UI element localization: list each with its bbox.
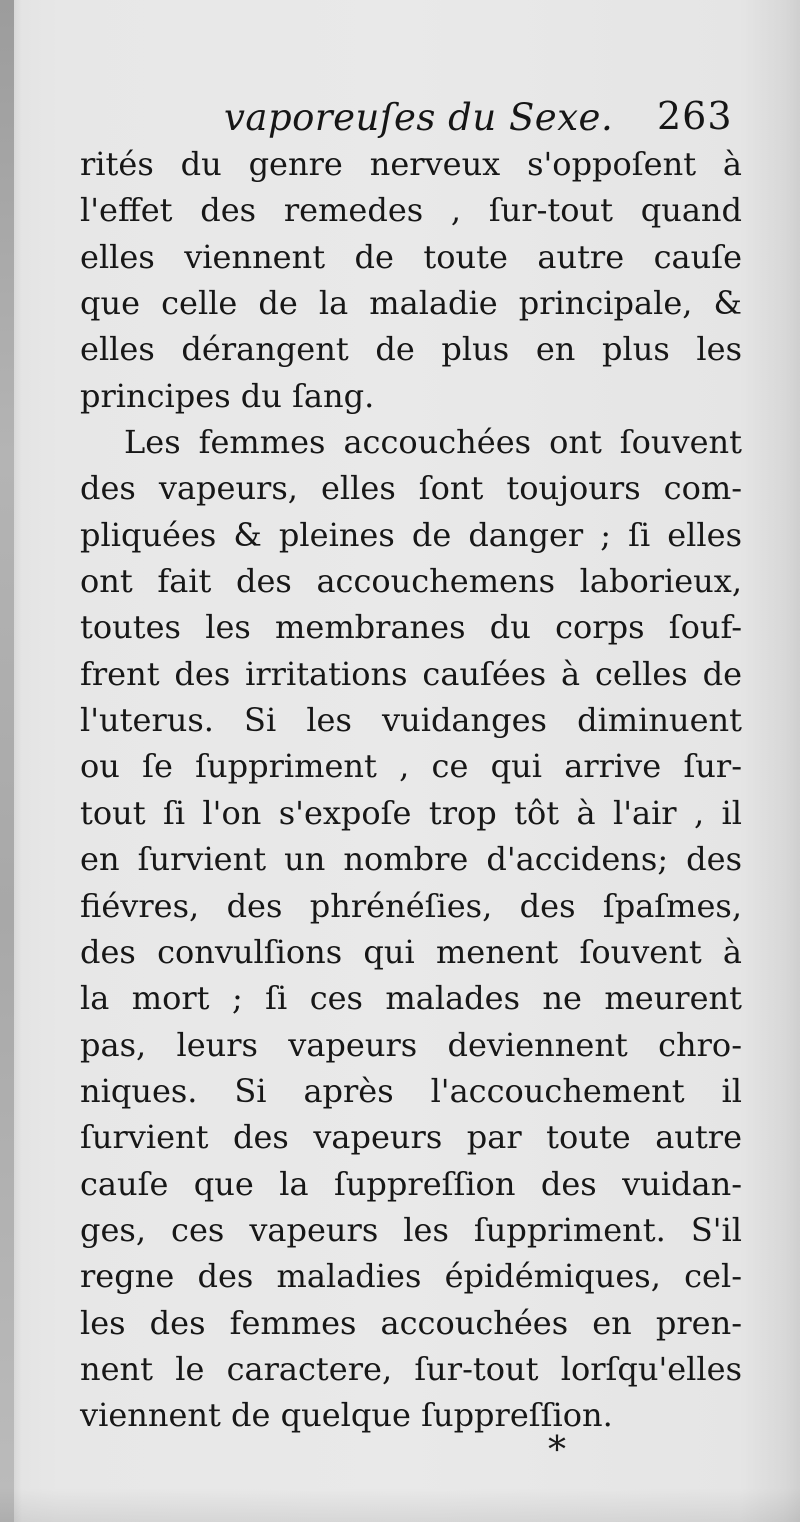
text-line: l'uterus. Si les vuidanges diminuent [80,701,742,740]
text-line: elles viennent de toute autre cauſe [80,237,742,276]
text-line: l'effet des remedes , ſur-tout quand [80,191,742,230]
text-line: en ſurvient un nombre d'accidens; des [80,840,742,879]
text-line: ſurvient des vapeurs par toute autre [80,1118,742,1157]
text-line: frent des irritations cauſées à celles de [80,654,742,693]
text-line: des convulſions qui menent ſouvent à [80,932,742,971]
text-line: niques. Si après l'accouchement il [80,1071,742,1110]
text-line: nent le caractere, ſur-tout lorſqu'elles [80,1349,742,1388]
text-line: ou ſe ſuppriment , ce qui arrive ſur- [80,747,742,786]
text-line: tout ſi l'on s'expoſe trop tôt à l'air , il [80,793,742,832]
page-number: 263 [657,94,733,138]
text-line: ges, ces vapeurs les ſuppriment. S'il [80,1210,742,1249]
text-line: elles dérangent de plus en plus les [80,330,742,369]
text-line: rités du genre nerveux s'oppoſent à [80,145,742,183]
text-line: toutes les membranes du corps ſouf- [80,608,742,647]
paragraph-last-line: principes du ſang. [80,376,375,415]
running-head [0,92,800,142]
text-line: fiévres, des phrénéſies, des ſpaſmes, [80,886,742,925]
text-line: ont fait des accouchemens laborieux, [80,562,742,601]
text-line: pas, leurs vapeurs deviennent chro- [80,1025,742,1064]
text-line: regne des maladies épidémiques, cel- [80,1257,742,1296]
text-line: des vapeurs, elles ſont toujours com- [80,469,742,508]
running-head-title: vaporeuſes du Sexe. [224,96,614,139]
body-text [80,141,742,1439]
paragraph-first-line: Les femmes accouchées ont ſouvent [124,423,742,462]
text-line: pliquées & pleines de danger ; ſi elles [80,515,742,554]
signature-mark: * [548,1430,566,1471]
text-line: les des femmes accouchées en pren- [80,1303,742,1342]
paragraph-last-line: viennent de quelque ſuppreſſion. [80,1396,613,1435]
text-line: cauſe que la ſuppreſſion des vuidan- [80,1164,742,1203]
text-line: que celle de la maladie principale, & [80,284,742,323]
text-line: la mort ; ſi ces malades ne meurent [80,979,742,1018]
